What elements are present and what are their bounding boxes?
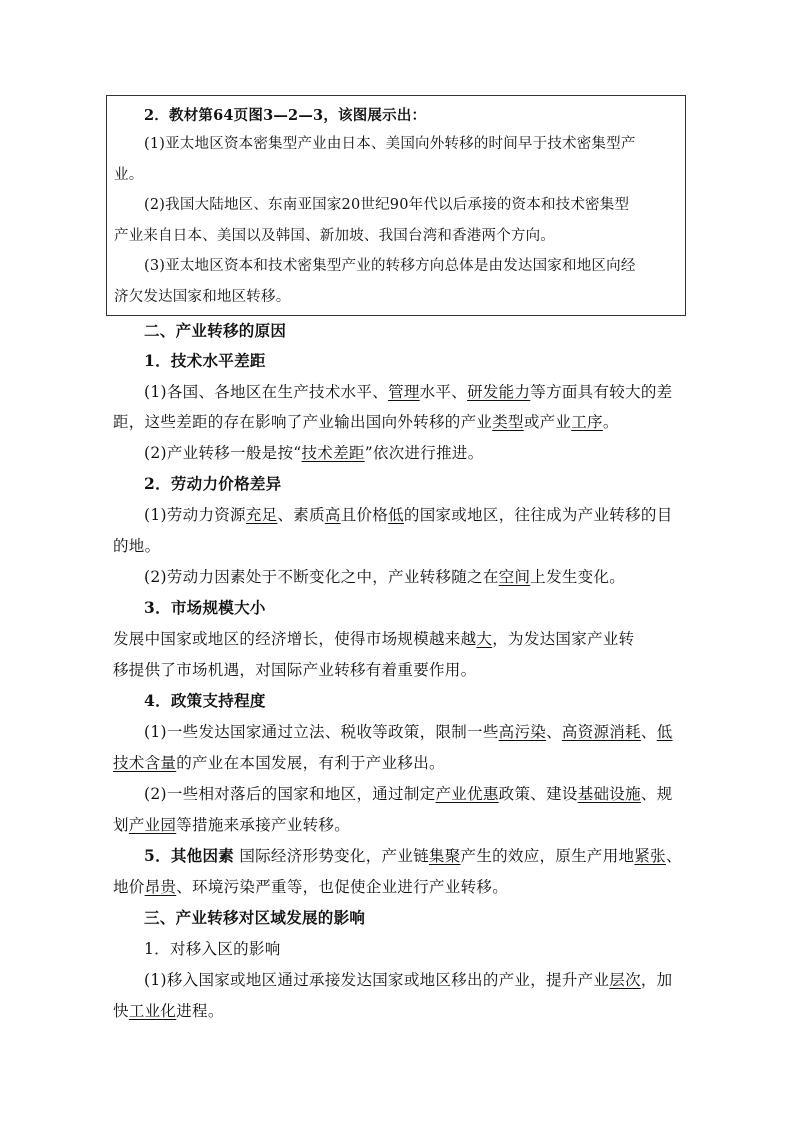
text-run: ”依次进行推进。	[364, 444, 484, 462]
body-line	[144, 937, 281, 959]
text-run: 等措施来承接产业转移。	[176, 816, 351, 834]
body-line	[113, 627, 634, 649]
underlined-answer: 类型	[492, 413, 524, 431]
text-run: (2)产业转移一般是按“	[144, 444, 302, 462]
text-run: 划	[113, 816, 129, 834]
text-run: 等方面具有较大的差	[530, 383, 673, 401]
body-line	[144, 906, 365, 928]
underlined-answer: 技术差距	[301, 444, 365, 462]
text-run: 、素质	[277, 506, 325, 524]
text-run: 政策、建设	[498, 785, 578, 803]
underlined-answer: 基础设施	[577, 785, 641, 803]
underlined-answer: 高	[324, 506, 341, 524]
text-run: (3)亚太地区资本和技术密集型产业的转移方向总体是由发达国家和地区向经	[144, 258, 636, 274]
note-box-line	[144, 254, 636, 275]
underlined-answer: 昂贵	[144, 878, 177, 896]
body-line	[113, 751, 445, 773]
underlined-answer: 大	[476, 630, 493, 648]
text-run: 二、产业转移的原因	[144, 321, 287, 340]
note-box-line	[114, 163, 143, 184]
text-run: (2)我国大陆地区、东南亚国家20世纪90年代以后承接的资本和技术密集型	[144, 197, 630, 213]
note-box-line	[144, 193, 629, 214]
text-run: 2．教材第64页图3—2—3，该图展示出：	[144, 107, 427, 124]
text-run: ，为发达国家产业转	[492, 630, 635, 648]
body-line	[144, 503, 673, 525]
text-run: (1)一些发达国家通过立法、税收等政策，限制一些	[144, 723, 499, 741]
text-run: 距，这些差距的存在影响了产业输出国向外转移的产业	[113, 413, 493, 431]
body-line	[144, 596, 266, 618]
underlined-answer: 技术含量	[113, 754, 177, 772]
text-run: 、	[640, 723, 657, 741]
underlined-answer: 工序	[571, 413, 603, 431]
underlined-answer: 充足	[245, 506, 278, 524]
underlined-answer: 紧张	[634, 847, 666, 865]
body-line	[144, 720, 673, 742]
body-line	[144, 441, 484, 463]
underlined-answer: 低	[388, 506, 404, 524]
note-box-line	[144, 104, 426, 125]
text-run: 5．其他因素	[144, 846, 235, 865]
text-run: ，加	[640, 971, 673, 989]
underlined-answer: 管理	[388, 383, 420, 401]
text-run: (2)一些相对落后的国家和地区，通过制定	[144, 785, 436, 803]
text-run: 地价	[113, 878, 145, 896]
text-run: 、	[665, 847, 682, 865]
text-run: 三、产业转移对区域发展的影响	[144, 908, 366, 927]
underlined-answer: 产业园	[128, 816, 177, 834]
text-run: 4．政策支持程度	[144, 691, 266, 710]
text-run: 产业来自日本、美国以及韩国、新加坡、我国台湾和香港两个方向。	[114, 228, 555, 244]
text-run: 业。	[114, 167, 144, 183]
note-box-line	[144, 132, 636, 153]
text-run: 1．技术水平差距	[144, 351, 266, 370]
text-run: 、规	[640, 785, 673, 803]
text-run: 产生的效应，原生产用地	[460, 847, 635, 865]
text-run: (2)劳动力因素处于不断变化之中，产业转移随之在	[144, 568, 499, 586]
text-run: 、	[546, 723, 562, 741]
text-run: 进程。	[176, 1002, 224, 1020]
text-run: 国际经济形势变化，产业链	[234, 847, 429, 865]
underlined-answer: 低	[656, 723, 673, 741]
note-box-line	[114, 285, 290, 306]
text-run: 或产业	[523, 413, 572, 431]
text-run: 的地。	[113, 537, 161, 555]
body-line	[144, 349, 266, 371]
body-line	[113, 534, 160, 556]
text-run: (1)亚太地区资本密集型产业由日本、美国向外转移的时间早于技术密集型产	[144, 136, 636, 152]
text-run: 1．对移入区的影响	[144, 940, 281, 958]
text-run: 且价格	[340, 506, 389, 524]
underlined-answer: 工业化	[128, 1002, 177, 1020]
underlined-answer: 高污染	[498, 723, 547, 741]
text-run: (1)移入国家或地区通过承接发达国家或地区移出的产业，提升产业	[144, 971, 610, 989]
underlined-answer: 空间	[498, 568, 531, 586]
underlined-answer: 层次	[609, 971, 641, 989]
text-run: 的产业在本国发展，有利于产业移出。	[176, 754, 445, 772]
text-run: 3．市场规模大小	[144, 598, 266, 617]
text-run: 移提供了市场机遇，对国际产业转移有着重要作用。	[113, 661, 477, 679]
text-run: 、环境污染严重等，也促使企业进行产业转移。	[176, 878, 509, 896]
body-line	[144, 319, 286, 341]
text-run: 水平、	[419, 383, 468, 401]
text-run: 快	[113, 1002, 129, 1020]
text-run: (1)各国、各地区在生产技术水平、	[144, 383, 389, 401]
underlined-answer: 集聚	[428, 847, 461, 865]
text-run: 发展中国家或地区的经济增长，使得市场规模越来越	[113, 630, 477, 648]
body-line	[113, 658, 476, 680]
text-run: 上发生变化。	[530, 568, 626, 586]
text-run: (1)劳动力资源	[144, 506, 246, 524]
body-line	[144, 472, 282, 494]
text-run: 的国家或地区，往往成为产业转移的目	[403, 506, 673, 524]
body-line	[113, 999, 224, 1021]
body-line	[113, 875, 508, 897]
body-line	[144, 689, 266, 711]
underlined-answer: 研发能力	[467, 383, 531, 401]
body-line	[144, 565, 625, 587]
text-run: 2．劳动力价格差异	[144, 474, 282, 493]
body-line	[113, 410, 619, 432]
text-run: 。	[602, 413, 619, 431]
underlined-answer: 产业优惠	[435, 785, 499, 803]
body-line	[144, 844, 682, 866]
text-run: 济欠发达国家和地区转移。	[114, 289, 291, 305]
body-line	[144, 968, 672, 990]
body-line	[113, 813, 350, 835]
underlined-answer: 高资源消耗	[561, 723, 641, 741]
body-line	[144, 782, 673, 804]
body-line	[144, 380, 672, 402]
note-box-line	[114, 224, 555, 245]
